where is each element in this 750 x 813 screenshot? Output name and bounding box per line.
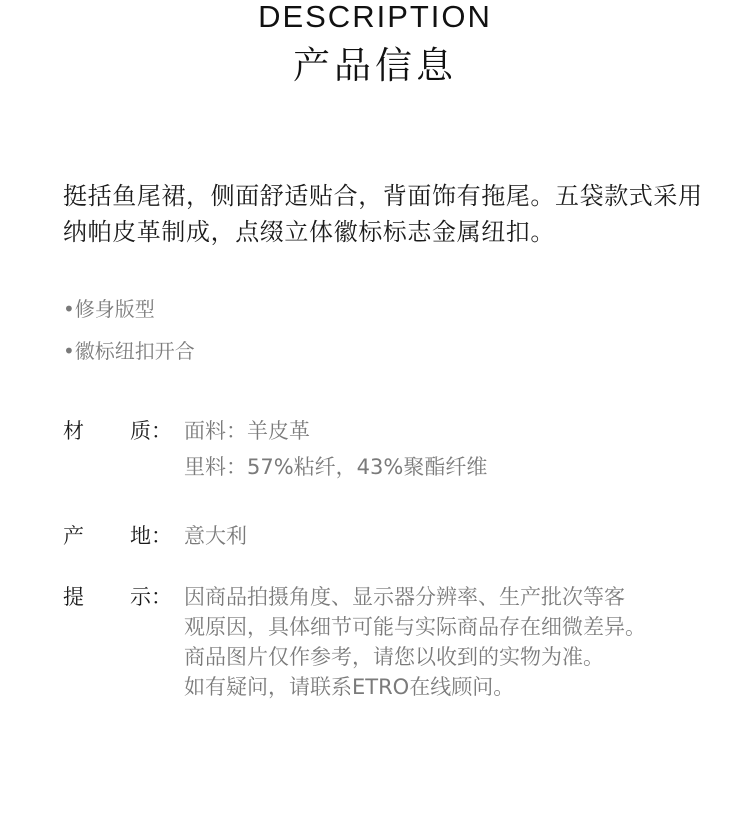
spec-label-note-char2: 示： — [130, 585, 172, 609]
spec-value-note-line1: 因商品拍摄角度、显示器分辨率、生产批次等客 — [184, 585, 625, 609]
spec-value-material-lining: 里料：57%粘纤，43%聚酯纤维 — [184, 455, 488, 479]
feature-list — [63, 295, 195, 379]
feature-item-fit: •修身版型 — [63, 297, 155, 321]
spec-value-note-line2: 观原因，具体细节可能与实际商品存在细微差异。 — [184, 615, 646, 639]
spec-value-note-line3: 商品图片仅作参考，请您以收到的实物为准。 — [184, 645, 604, 669]
spec-value-note — [184, 582, 724, 702]
product-description: 挺括鱼尾裙，侧面舒适贴合，背面饰有拖尾。五袋款式采用纳帕皮革制成，点缀立体徽标标志金属纽扣。 — [63, 182, 703, 246]
title-chinese: 产品信息 — [293, 44, 457, 87]
spec-value-material — [184, 416, 724, 488]
title-english: DESCRIPTION — [258, 0, 492, 34]
feature-item-closure: •徽标纽扣开合 — [63, 339, 195, 363]
spec-label-note-char1: 提 — [63, 585, 84, 609]
spec-value-note-line4: 如有疑问，请联系ETRO在线顾问。 — [184, 675, 515, 699]
spec-value-material-shell: 面料：羊皮革 — [184, 419, 310, 443]
spec-label-material-char1: 材 — [63, 419, 84, 443]
spec-label-material-char2: 质： — [130, 419, 172, 443]
spec-label-origin-char2: 地： — [130, 524, 172, 548]
spec-value-origin — [184, 521, 724, 551]
spec-label-origin-char1: 产 — [63, 524, 84, 548]
spec-value-origin-line: 意大利 — [184, 524, 247, 548]
